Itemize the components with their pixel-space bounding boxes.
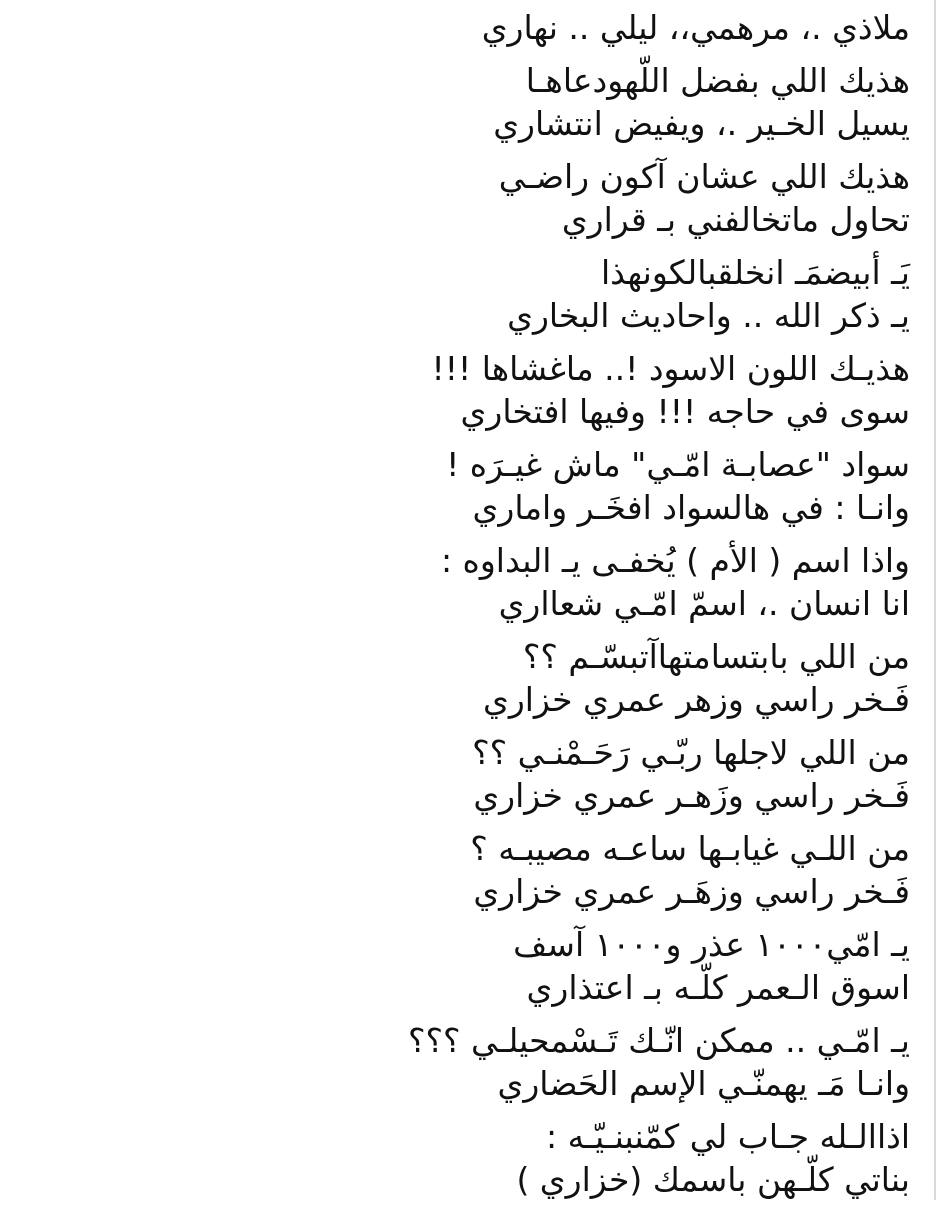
stanza-7 xyxy=(30,539,910,625)
poem-line: هذيك اللي عشان آكون راضـي xyxy=(498,157,910,196)
poem-line: واذا اسم ( الأم ) يُخفـى يـ البداوه : xyxy=(440,541,910,580)
poem-line: اذاالـله جـاب لي كمّنبنـيّـه : xyxy=(545,1117,910,1156)
poem-line: ملاذي .، مرهمي،، ليلي .. نهاري xyxy=(481,8,910,47)
poem-line: يَـ أبيضمَـ انخلقبالكونهذا xyxy=(600,253,910,292)
poem-line: اسوق الـعمر كلّـه بـ اعتذاري xyxy=(526,968,910,1007)
poem-line: يـ امّي١٠٠٠ عذر و١٠٠٠ آسف xyxy=(513,925,910,964)
stanza-13 xyxy=(30,1115,910,1201)
poem-text xyxy=(30,6,910,1211)
poem-line: هذيـك اللون الاسود !.. ماغشاها !!! xyxy=(431,349,910,388)
stanza-2 xyxy=(30,59,910,145)
poem-line: فَـخر راسي وزهر عمري خزاري xyxy=(482,680,910,719)
stanza-3 xyxy=(30,155,910,241)
poem-line: يـ امّـي .. ممكن انّـك تَـسْمحيلـي ؟؟؟ xyxy=(408,1021,910,1060)
poem-line: من اللي بابتسامتهاآتبسّـم ؟؟ xyxy=(522,637,910,676)
stanza-11 xyxy=(30,923,910,1009)
stanza-10 xyxy=(30,827,910,913)
poem-line: فَـخر راسي وزَهـر عمري خزاري xyxy=(473,776,910,815)
stanza-9 xyxy=(30,731,910,817)
poem-line: هذيك اللي بفضل اللّهودعاهـا xyxy=(525,61,910,100)
poem-line: فَـخر راسي وزهَـر عمري خزاري xyxy=(473,872,910,911)
poem-line: انا انسان .، اسمّ امّـي شعااري xyxy=(498,584,910,623)
poem-line: يـ ذكر الله .. واحاديث البخاري xyxy=(507,296,910,335)
poem-line: تحاول ماتخالفني بـ قراري xyxy=(561,200,910,239)
poem-line: سوى في حاجه !!! وفيها افتخاري xyxy=(460,392,910,431)
poem-line: سواد "عصابـة امّـي" ماش غيـرَه ! xyxy=(446,445,910,484)
poem-line: وانـا : في هالسواد افخَـر واماري xyxy=(472,488,910,527)
poem-line: يسيل الخـير .، ويفيض انتشاري xyxy=(493,104,910,143)
poem-line: من اللي لاجلها ربّـي رَحَـمْنـي ؟؟ xyxy=(472,733,910,772)
stanza-5 xyxy=(30,347,910,433)
stanza-8 xyxy=(30,635,910,721)
poem-line: وانـا مَـ يهمنّـي الإسم الحَضاري xyxy=(497,1064,910,1103)
stanza-6 xyxy=(30,443,910,529)
stanza-1 xyxy=(30,6,910,49)
edge-divider xyxy=(934,0,936,1200)
stanza-4 xyxy=(30,251,910,337)
stanza-12 xyxy=(30,1019,910,1105)
poem-line: من اللـي غيابـها ساعـه مصيبـه ؟ xyxy=(470,829,910,868)
poem-line: بناتي كلّـهن باسمك (خزاري ) xyxy=(516,1160,910,1199)
